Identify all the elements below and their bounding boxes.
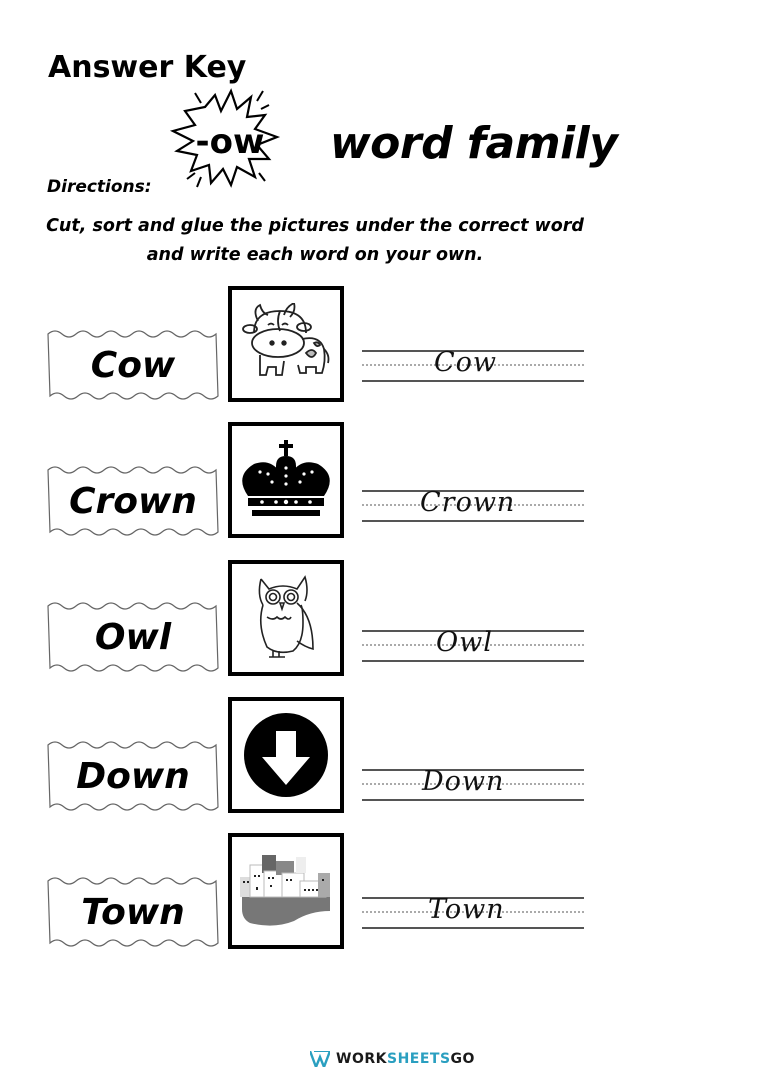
instructions [20, 212, 610, 270]
word-card [47, 875, 219, 949]
town-icon [236, 851, 336, 931]
picture-box [228, 697, 344, 813]
word-card [47, 600, 219, 674]
handwritten-word: Cow [434, 347, 498, 378]
owl-icon [251, 573, 321, 663]
handwritten-word: Down [422, 766, 505, 797]
page-title: word family [330, 118, 618, 169]
brand-work: WORK [336, 1051, 387, 1067]
footer-brand [310, 1051, 475, 1067]
handwriting-lines [362, 627, 584, 666]
word-card [47, 328, 219, 402]
handwritten-word: Crown [420, 487, 516, 518]
handwritten-word: Town [428, 894, 505, 925]
handwriting-lines [362, 487, 584, 526]
picture-box [228, 833, 344, 949]
word-label: Cow [90, 344, 176, 386]
picture-box [228, 560, 344, 676]
word-row-down [0, 697, 768, 815]
crown-icon [238, 440, 334, 520]
word-card [47, 464, 219, 538]
brand-go: GO [450, 1051, 475, 1067]
handwriting-lines [362, 347, 584, 386]
word-row-crown [0, 422, 768, 540]
worksheetsgo-logo-icon [310, 1051, 330, 1067]
brand-sheets: SHEETS [386, 1051, 451, 1067]
word-card [47, 739, 219, 813]
word-label: Down [76, 755, 190, 797]
picture-box [228, 286, 344, 402]
word-label: Crown [69, 480, 197, 522]
answer-key-heading: Answer Key [48, 50, 247, 85]
word-label: Town [81, 891, 185, 933]
word-row-cow [0, 286, 768, 404]
handwriting-lines [362, 766, 584, 805]
picture-box [228, 422, 344, 538]
word-row-town [0, 833, 768, 951]
word-family-suffix: -ow [195, 122, 265, 162]
handwriting-lines [362, 894, 584, 933]
word-row-owl [0, 560, 768, 678]
handwritten-word: Owl [436, 627, 493, 658]
directions-label: Directions: [47, 177, 152, 197]
word-label: Owl [94, 616, 172, 658]
instructions-line-1: Cut, sort and glue the pictures under the correct word [46, 216, 584, 236]
instructions-line-2: and write each word on your own. [146, 245, 484, 265]
cow-icon [240, 303, 332, 385]
down-arrow-icon [242, 711, 330, 799]
